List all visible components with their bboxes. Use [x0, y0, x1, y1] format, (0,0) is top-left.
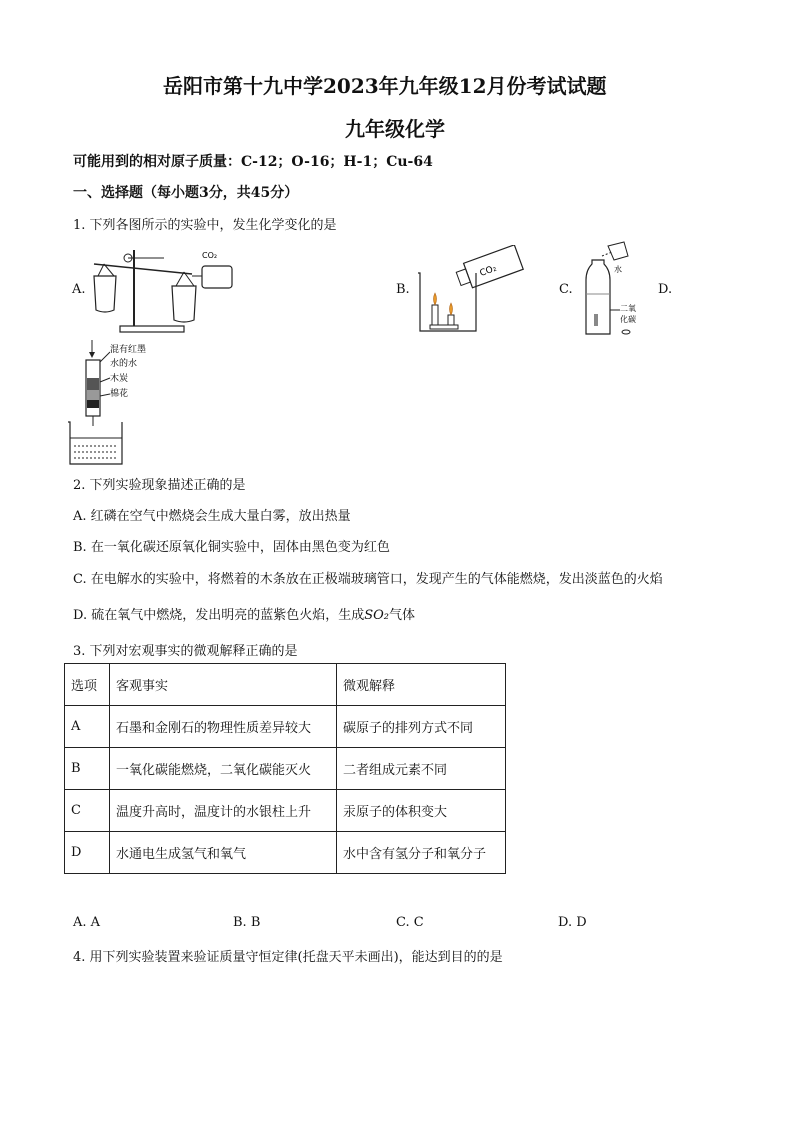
table-row	[65, 706, 506, 748]
table-cell: 温度升高时，温度计的水银柱上升	[110, 790, 337, 832]
fig-c-co2-line2: 化碳	[620, 315, 636, 324]
table-cell: 石墨和金刚石的物理性质差异较大	[110, 706, 337, 748]
section-heading: 一、选择题（每小题3分，共45分）	[73, 185, 299, 201]
q1-option-b-label: B.	[396, 282, 410, 297]
q1-option-a-label: A.	[72, 282, 86, 297]
q2-option-d-formula: SO₂	[364, 608, 390, 623]
q2-option-c: C. 在电解水的实验中，将燃着的木条放在正极端玻璃管口，发现产生的气体能燃烧，发出淡蓝色的火焰	[73, 572, 663, 587]
fig-b-gas-label: CO₂	[478, 263, 499, 279]
table-cell: B	[65, 748, 110, 790]
q3-option-b: B. B	[233, 915, 261, 930]
fig-d-label-4: 棉花	[110, 389, 129, 399]
fig-c-water-label: 水	[614, 265, 622, 274]
q2-option-b: B. 在一氧化碳还原氧化铜实验中，固体由黑色变为红色	[73, 540, 390, 555]
table-cell: 二者组成元素不同	[337, 748, 506, 790]
q2-option-d	[73, 604, 415, 623]
question-4-stem: 4. 用下列实验装置来验证质量守恒定律(托盘天平未画出)，能达到目的的是	[73, 950, 503, 965]
table-cell: 水中含有氢分子和氧分子	[337, 832, 506, 874]
question-2-stem: 2. 下列实验现象描述正确的是	[73, 478, 246, 493]
fig-a-gas-label: CO₂	[202, 251, 218, 260]
q1-figure-c	[580, 240, 650, 340]
table-header-row	[65, 664, 506, 706]
q1-option-d-label: D.	[658, 282, 673, 297]
table-cell: D	[65, 832, 110, 874]
q1-figure-b	[414, 245, 534, 337]
q2-option-d-text: D. 硫在氧气中燃烧，发出明亮的蓝紫色火焰，生成	[73, 608, 365, 623]
q3-option-a: A. A	[73, 915, 101, 930]
q2-option-a: A. 红磷在空气中燃烧会生成大量白雾，放出热量	[73, 509, 351, 524]
q1-figure-a	[84, 244, 244, 336]
fig-d-label-2: 水的水	[110, 359, 138, 369]
question-3-stem: 3. 下列对宏观事实的微观解释正确的是	[73, 644, 298, 659]
table-cell: A	[65, 706, 110, 748]
q3-option-d: D. D	[558, 915, 587, 930]
table-cell: 汞原子的体积变大	[337, 790, 506, 832]
table-row	[65, 832, 506, 874]
q1-figure-d	[62, 338, 162, 468]
table-header-cell: 选项	[65, 664, 110, 706]
q3-option-c: C. C	[396, 915, 424, 930]
fig-d-label-1: 混有红墨	[110, 345, 147, 355]
question-1-stem: 1. 下列各图所示的实验中，发生化学变化的是	[73, 218, 337, 233]
q3-table	[64, 663, 506, 874]
atomic-masses: 可能用到的相对原子质量：C-12；O-16；H-1；Cu-64	[73, 154, 433, 170]
table-row	[65, 790, 506, 832]
table-cell: 碳原子的排列方式不同	[337, 706, 506, 748]
fig-d-label-3: 木炭	[110, 374, 129, 384]
q2-option-d-tail: 气体	[389, 608, 416, 623]
table-header-cell: 客观事实	[110, 664, 337, 706]
table-row	[65, 748, 506, 790]
table-cell: 水通电生成氢气和氧气	[110, 832, 337, 874]
exam-title: 岳阳市第十九中学2023年九年级12月份考试试题	[163, 74, 607, 98]
table-cell: 一氧化碳能燃烧，二氧化碳能灭火	[110, 748, 337, 790]
table-cell: C	[65, 790, 110, 832]
fig-c-co2-line1: 二氧	[620, 304, 636, 313]
q1-option-c-label: C.	[559, 282, 573, 297]
table-header-cell: 微观解释	[337, 664, 506, 706]
exam-subtitle: 九年级化学	[345, 117, 445, 141]
